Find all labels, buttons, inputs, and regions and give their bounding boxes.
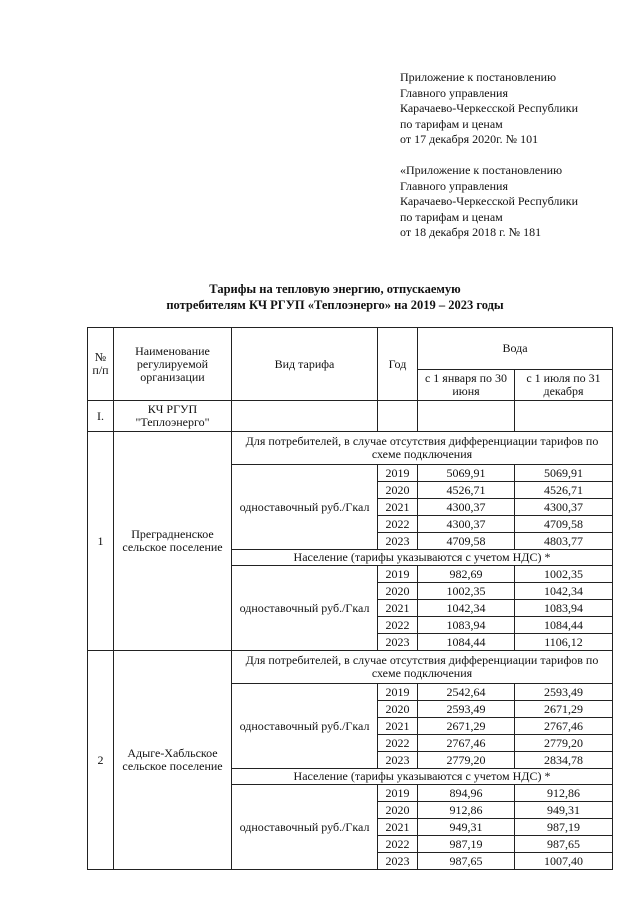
tariff-value-first-half: 1042,34	[418, 600, 515, 617]
tariff-value-first-half: 4709,58	[418, 533, 515, 550]
tariff-value-first-half: 987,65	[418, 853, 515, 870]
org-row-empty	[232, 401, 378, 432]
tariff-year: 2020	[378, 802, 418, 819]
section-organization-name: Адыге-Хабльское сельское поселение	[114, 651, 232, 870]
tariff-year: 2022	[378, 836, 418, 853]
header-no: № п/п	[88, 328, 114, 401]
annex-line: от 18 декабря 2018 г. № 181	[400, 225, 542, 239]
annex-line: «Приложение к постановлению	[400, 163, 563, 177]
tariff-value-second-half: 1007,40	[515, 853, 613, 870]
section-number: 1	[88, 432, 114, 651]
tariff-value-first-half: 4526,71	[418, 482, 515, 499]
org-row-number: I.	[88, 401, 114, 432]
tariff-year: 2019	[378, 785, 418, 802]
tariff-year: 2019	[378, 684, 418, 701]
tariff-value-first-half: 4300,37	[418, 499, 515, 516]
tariff-year: 2020	[378, 701, 418, 718]
tariff-year: 2023	[378, 752, 418, 769]
tariff-year: 2019	[378, 566, 418, 583]
tariff-value-second-half: 1002,35	[515, 566, 613, 583]
tariff-value-first-half: 2671,29	[418, 718, 515, 735]
tariff-value-second-half: 949,31	[515, 802, 613, 819]
tariff-value-second-half: 987,65	[515, 836, 613, 853]
tariff-year: 2023	[378, 634, 418, 651]
annex-line: Главного управления	[400, 85, 508, 100]
tariff-value-first-half: 982,69	[418, 566, 515, 583]
tariff-value-second-half: 1084,44	[515, 617, 613, 634]
org-row-name: КЧ РГУП "Теплоэнерго"	[114, 401, 232, 432]
tariff-value-second-half: 4709,58	[515, 516, 613, 533]
annex-line: Приложение к постановлению	[400, 70, 557, 84]
section-number: 2	[88, 651, 114, 870]
tariff-year: 2021	[378, 499, 418, 516]
tariff-value-first-half: 4300,37	[418, 516, 515, 533]
tariff-type-label: одноставочный руб./Гкал	[232, 566, 378, 651]
section-organization-name: Преградненское сельское поселение	[114, 432, 232, 651]
header-year: Год	[378, 328, 418, 401]
tariff-value-first-half: 1083,94	[418, 617, 515, 634]
annex-header-original	[400, 163, 630, 241]
tariff-value-first-half: 894,96	[418, 785, 515, 802]
header-period-2: с 1 июля по 31 декабря	[515, 370, 613, 401]
tariff-value-second-half: 2767,46	[515, 718, 613, 735]
tariff-value-second-half: 987,19	[515, 819, 613, 836]
tariff-value-second-half: 912,86	[515, 785, 613, 802]
tariff-year: 2022	[378, 617, 418, 634]
tariff-value-second-half: 2834,78	[515, 752, 613, 769]
annex-line: по тарифам и ценам	[400, 116, 503, 131]
org-row-empty	[418, 401, 515, 432]
tariff-type-label: одноставочный руб./Гкал	[232, 785, 378, 870]
tariff-value-first-half: 1084,44	[418, 634, 515, 651]
tariff-year: 2021	[378, 600, 418, 617]
annex-header-current	[400, 70, 630, 148]
tariff-value-second-half: 2671,29	[515, 701, 613, 718]
tariff-value-first-half: 5069,91	[418, 465, 515, 482]
tariff-value-first-half: 2779,20	[418, 752, 515, 769]
tariff-value-second-half: 2593,49	[515, 684, 613, 701]
tariff-year: 2021	[378, 718, 418, 735]
annex-line: Карачаево-Черкесской Республики	[400, 194, 579, 208]
tariff-value-first-half: 949,31	[418, 819, 515, 836]
consumer-group-caption: Для потребителей, в случае отсутствия дифференциации тарифов по схеме подключения	[232, 651, 613, 684]
tariff-type-label: одноставочный руб./Гкал	[232, 465, 378, 550]
tariff-year: 2020	[378, 482, 418, 499]
tariff-year: 2020	[378, 583, 418, 600]
org-row-empty	[515, 401, 613, 432]
annex-line: от 17 декабря 2020г. № 101	[400, 132, 539, 146]
tariff-value-first-half: 987,19	[418, 836, 515, 853]
tariff-value-first-half: 2542,64	[418, 684, 515, 701]
tariff-year: 2022	[378, 516, 418, 533]
annex-line: Карачаево-Черкесской Республики	[400, 101, 579, 115]
tariff-value-second-half: 2779,20	[515, 735, 613, 752]
tariff-year: 2023	[378, 533, 418, 550]
header-tariff-type: Вид тарифа	[232, 328, 378, 401]
tariff-value-first-half: 2593,49	[418, 701, 515, 718]
annex-line: по тарифам и ценам	[400, 209, 503, 224]
header-water: Вода	[418, 328, 613, 370]
tariff-value-first-half: 1002,35	[418, 583, 515, 600]
consumer-group-caption: Для потребителей, в случае отсутствия дифференциации тарифов по схеме подключения	[232, 432, 613, 465]
tariff-value-second-half: 4300,37	[515, 499, 613, 516]
annex-line: Главного управления	[400, 178, 508, 193]
tariff-value-second-half: 1106,12	[515, 634, 613, 651]
consumer-group-caption: Население (тарифы указываются с учетом НДС) *	[232, 769, 613, 785]
consumer-group-caption: Население (тарифы указываются с учетом НДС) *	[232, 550, 613, 566]
tariff-type-label: одноставочный руб./Гкал	[232, 684, 378, 769]
tariff-value-second-half: 1042,34	[515, 583, 613, 600]
tariff-year: 2019	[378, 465, 418, 482]
tariff-value-second-half: 4803,77	[515, 533, 613, 550]
tariff-year: 2021	[378, 819, 418, 836]
document-title-line-2: потребителям КЧ РГУП «Теплоэнерго» на 2019 – 2023 годы	[166, 298, 504, 312]
tariff-value-second-half: 1083,94	[515, 600, 613, 617]
tariff-value-first-half: 912,86	[418, 802, 515, 819]
tariff-year: 2023	[378, 853, 418, 870]
document-title-line-1: Тарифы на тепловую энергию, отпускаемую	[209, 282, 461, 296]
tariff-value-second-half: 5069,91	[515, 465, 613, 482]
tariff-value-first-half: 2767,46	[418, 735, 515, 752]
header-period-1: с 1 января по 30 июня	[418, 370, 515, 401]
tariff-year: 2022	[378, 735, 418, 752]
tariff-value-second-half: 4526,71	[515, 482, 613, 499]
org-row-empty	[378, 401, 418, 432]
header-org: Наименование регулируемой организации	[114, 328, 232, 401]
tariff-table	[87, 327, 613, 870]
